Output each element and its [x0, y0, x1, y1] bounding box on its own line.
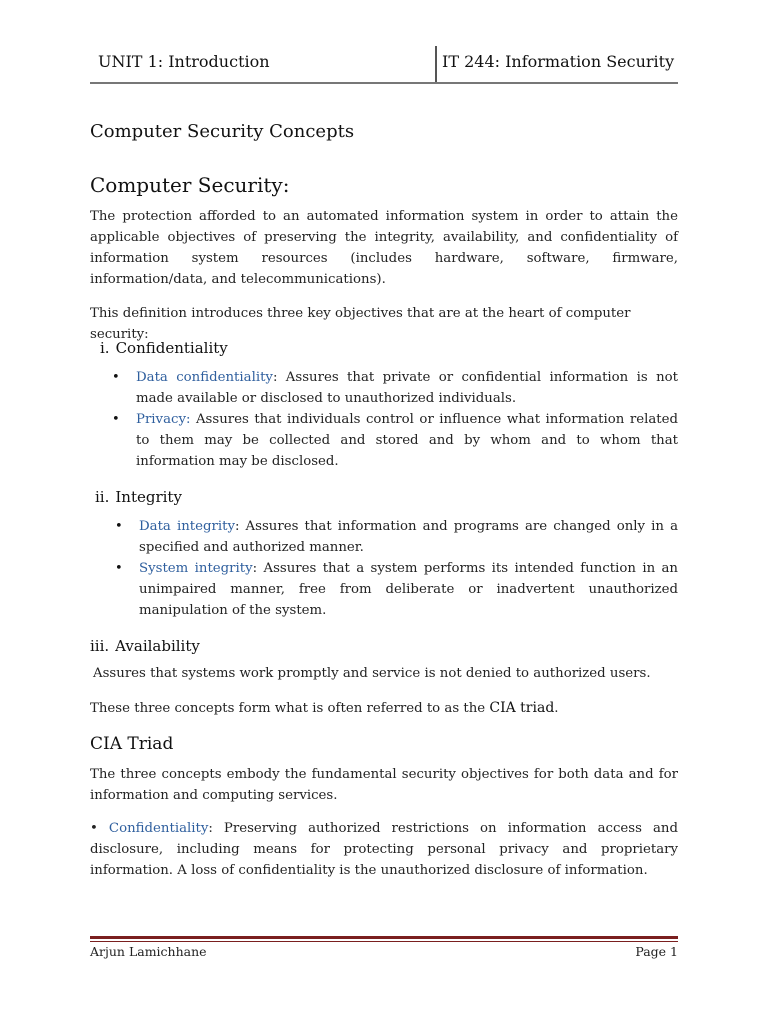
list-item — [115, 516, 678, 558]
bullet-icon: • — [115, 561, 123, 576]
footer-page-number: Page 1 — [635, 944, 678, 959]
integrity-list — [115, 516, 678, 621]
footer-rule-thick — [90, 936, 678, 939]
list-item — [112, 409, 678, 472]
term-data-confidentiality: Data confidentiality — [136, 370, 273, 385]
integrity-label: Integrity — [115, 488, 182, 506]
confidentiality-heading — [100, 339, 228, 357]
cia-intro-paragraph: The three concepts embody the fundamental security objectives for both data and for information and computing services. — [90, 767, 678, 803]
footer-rule-thin — [90, 941, 678, 942]
footer-author: Arjun Lamichhane — [90, 944, 207, 959]
availability-heading — [90, 637, 200, 655]
list-item — [115, 558, 678, 621]
term-system-integrity: System integrity — [139, 561, 253, 576]
availability-label: Availability — [115, 637, 200, 655]
cia-triad-term: CIA triad — [489, 700, 555, 716]
availability-number: iii. — [90, 637, 110, 655]
integrity-heading — [95, 488, 182, 506]
term-data-integrity: Data integrity — [139, 519, 235, 534]
list-item-text: : Assures that a system performs its intended function in an unimpaired manner, free from deliberate or inadvertent unauthorized manipulation of the system. — [139, 561, 678, 618]
section-heading: Computer Security: — [90, 173, 290, 197]
bullet-icon: • — [112, 370, 120, 385]
confidentiality-label: Confidentiality — [115, 339, 228, 357]
bullet-icon: • — [115, 519, 123, 534]
term-privacy: Privacy: — [136, 412, 191, 427]
cia-sentence-text: These three concepts form what is often referred to as the — [90, 701, 490, 716]
confidentiality-number: i. — [100, 339, 110, 357]
cia-triad-heading: CIA Triad — [90, 734, 174, 754]
confidentiality-list — [112, 367, 678, 472]
availability-text: Assures that systems work promptly and service is not denied to authorized users. — [93, 666, 651, 681]
integrity-number: ii. — [95, 488, 110, 506]
header-course-title: IT 244: Information Security — [442, 52, 675, 71]
header-rule — [90, 82, 678, 84]
list-item-text: : Assures that information and programs are changed only in a specified and authorized manner. — [139, 519, 678, 555]
list-item-text: : Assures that private or confidential information is not made available or disclosed to unauthorized individuals. — [136, 370, 678, 406]
header-unit-title: UNIT 1: Introduction — [98, 52, 270, 71]
definition-paragraph: The protection afforded to an automated information system in order to attain the applicable objectives of preserving the integrity, availability, and confidentiality of information system resources (includes hardware, software, firmware, information/data, and telecommunications). — [90, 209, 678, 287]
bullet-icon: • — [90, 821, 98, 836]
header-divider — [435, 46, 437, 82]
page-header — [90, 46, 678, 86]
list-item — [112, 367, 678, 409]
cia-sentence — [90, 698, 678, 719]
cia-confidentiality-paragraph — [90, 818, 678, 881]
cia-confidentiality-text: : Preserving authorized restrictions on information access and disclosure, including means for protecting personal privacy and proprietary information. A loss of confidentiality is the unauthorized disclosure of information. — [90, 821, 678, 878]
cia-sentence-end: . — [554, 701, 559, 716]
bullet-icon: • — [112, 412, 120, 427]
page-title: Computer Security Concepts — [90, 121, 355, 142]
intro-paragraph: This definition introduces three key objectives that are at the heart of computer security: — [90, 306, 631, 342]
term-confidentiality: Confidentiality — [108, 821, 209, 836]
list-item-text: Assures that individuals control or influence what information related to them may be collected and stored and by whom and to whom that information may be disclosed. — [136, 412, 678, 469]
